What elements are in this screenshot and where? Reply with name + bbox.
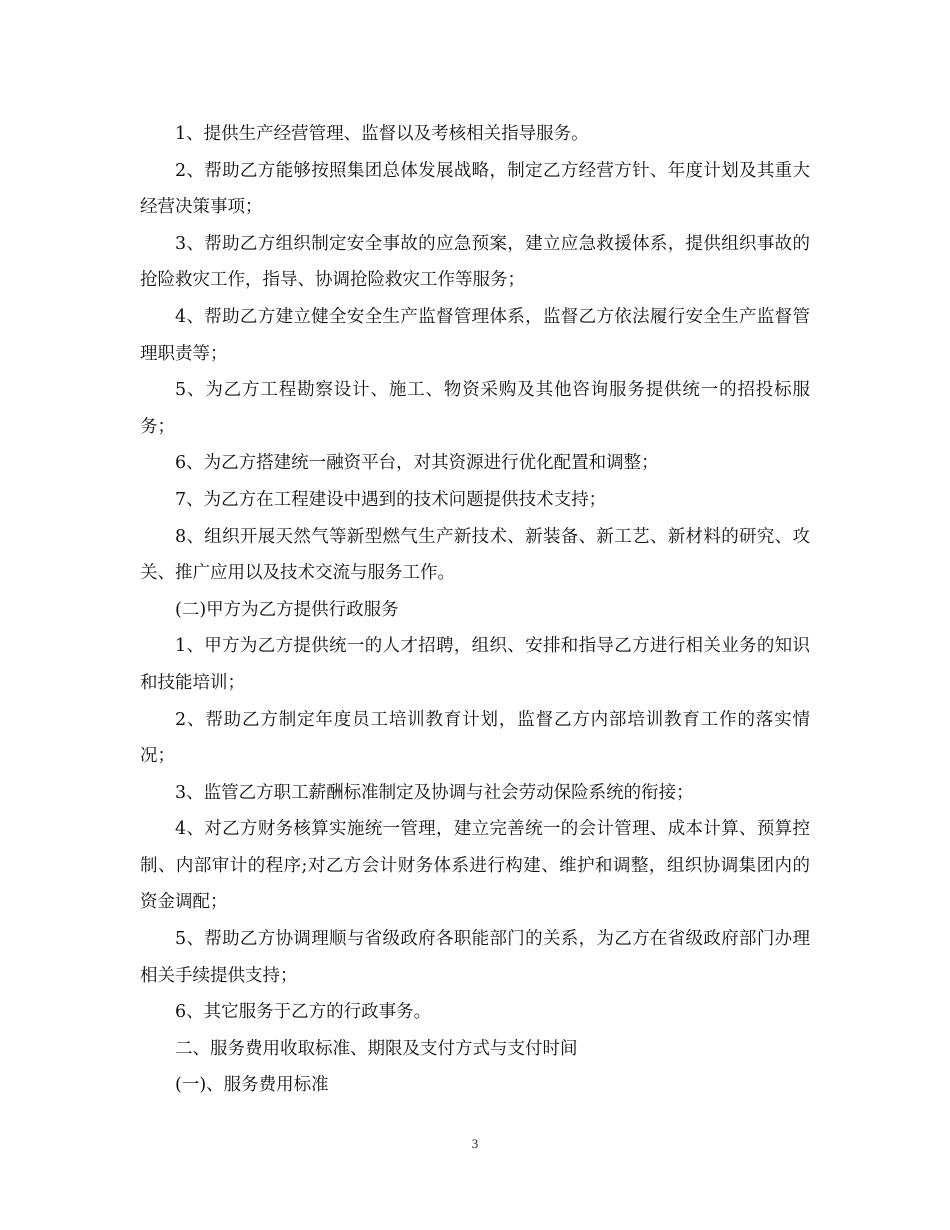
paragraph-item-4: 4、帮助乙方建立健全安全生产监督管理体系，监督乙方依法履行安全生产监督管理职责等； [140, 306, 810, 364]
paragraph-item-7: 7、为乙方在工程建设中遇到的技术问题提供技术支持； [175, 489, 607, 510]
document-body [140, 116, 810, 1104]
paragraph-admin-6: 6、其它服务于乙方的行政事务。 [175, 1002, 432, 1023]
section-heading-fees: 二、服务费用收取标准、期限及支付方式与支付时间 [175, 1038, 578, 1059]
paragraph-admin-3: 3、监管乙方职工薪酬标准制定及协调与社会劳动保险系统的衔接； [175, 782, 694, 803]
paragraph-admin-4: 4、对乙方财务核算实施统一管理，建立完善统一的会计管理、成本计算、预算控制、内部审计的程序;对乙方会计财务体系进行构建、维护和调整，组织协调集团内的资金调配； [140, 819, 810, 913]
paragraph-item-8: 8、组织开展天然气等新型燃气生产新技术、新装备、新工艺、新材料的研究、攻关、推广应用以及技术交流与服务工作。 [140, 526, 810, 584]
paragraph-item-3: 3、帮助乙方组织制定安全事故的应急预案，建立应急救援体系，提供组织事故的抢险救灾工作，指导、协调抢险救灾工作等服务； [140, 233, 810, 291]
paragraph-item-1: 1、提供生产经营管理、监督以及考核相关指导服务。 [175, 124, 589, 144]
page-number: 3 [471, 1136, 479, 1151]
paragraph-admin-2: 2、帮助乙方制定年度员工培训教育计划，监督乙方内部培训教育工作的落实情况； [140, 709, 810, 767]
paragraph-item-5: 5、为乙方工程勘察设计、施工、物资采购及其他咨询服务提供统一的招投标服务； [140, 380, 810, 437]
section-heading-admin-services: (二)甲方为乙方提供行政服务 [175, 599, 399, 620]
paragraph-item-6: 6、为乙方搭建统一融资平台，对其资源进行优化配置和调整； [175, 453, 659, 474]
paragraph-admin-1: 1、甲方为乙方提供统一的人才招聘，组织、安排和指导乙方进行相关业务的知识和技能培训； [140, 636, 810, 693]
paragraph-item-2: 2、帮助乙方能够按照集团总体发展战略，制定乙方经营方针、年度计划及其重大经营决策事项； [140, 160, 810, 218]
subsection-heading-fee-standard: (一)、服务费用标准 [175, 1075, 329, 1096]
paragraph-admin-5: 5、帮助乙方协调理顺与省级政府各职能部门的关系，为乙方在省级政府部门办理相关手续提供支持； [140, 929, 810, 986]
